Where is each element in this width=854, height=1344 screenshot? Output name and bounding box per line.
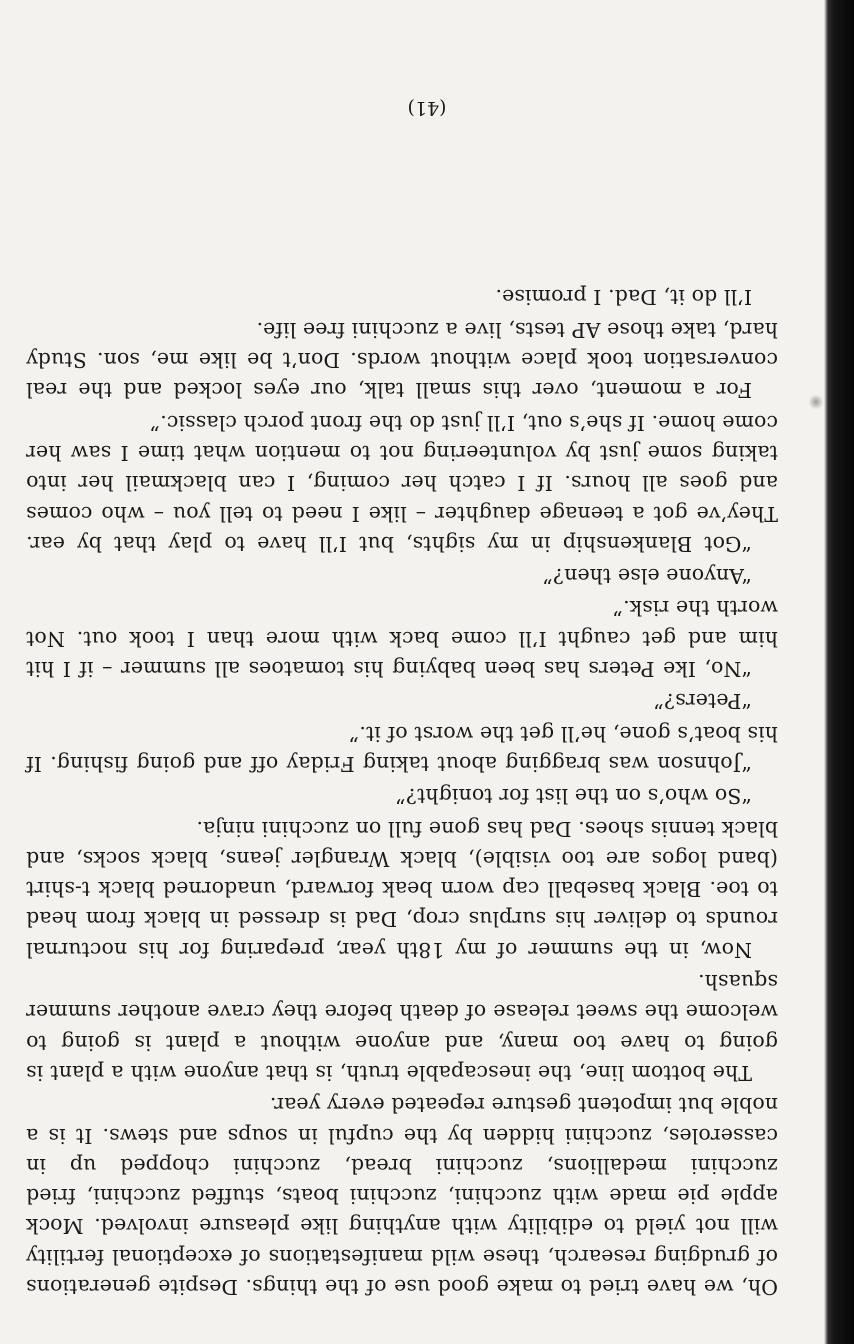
paragraph: “Got Blankenship in my sights, but I’ll have to play that by ear. They’ve got a teenage daughter – like I need to tell you – who comes and goes all hours. If I catch her coming, I can blackmail her into taking some just by volunteering not to mention what time I saw her come home. If she’s out, I’ll just do the front porch classic.” — [26, 410, 778, 556]
paragraph: Oh, we have tried to make good use of the things. Despite generations of grudging research, these wild manifestations of exceptional fertility will not yield to edibility with anything like pleasure involved. Mock apple pie made with zucchini, zucchini boats, stuffed zucchini, fried zucchini medallions, zucchini bread, zucchini chopped up in casseroles, zucchini hidden by the cupful in soups and stews. It is a noble but impotent gesture repeated every year. — [26, 1093, 778, 1299]
paragraph: “Peters?” — [653, 689, 752, 714]
paragraph: “Anyone else then?” — [542, 564, 752, 589]
paragraph: “No, Ike Peters has been babying his tomatoes all summer – if I hit him and get caught I’ll come back with more than I took out. Not worth the risk.” — [26, 596, 778, 682]
body-text — [26, 280, 778, 1302]
book-binding-shadow — [824, 0, 854, 1344]
paragraph: “So who’s on the list for tonight?” — [395, 784, 752, 809]
binding-speck — [808, 395, 824, 409]
paragraph: I’ll do it, Dad. I promise. — [495, 285, 752, 310]
paragraph: The bottom line, the inescapable truth, is that anyone with a plant is going to have too many, and anyone without a plant is going to welcome the sweet release of death before they crave another summer squash. — [26, 970, 778, 1085]
page-number: (41) — [407, 97, 447, 119]
paragraph: Now, in the summer of my 18th year, preparing for his nocturnal rounds to deliver his surplus crop, Dad is dressed in black from head to toe. Black baseball cap worn beak forward, unadorned black t-shirt (band logos are too visible), black Wrangler jeans, black socks, and black tennis shoes. Dad has gone full on zucchini ninja. — [26, 816, 778, 962]
paragraph: “Johnson was bragging about taking Friday off and going fishing. If his boat’s gone, he’ll get the worst of it.” — [26, 721, 778, 776]
paragraph: For a moment, over this small talk, our eyes locked and the real conversation took place without words. Don’t be like me, son. Study hard, take those AP tests, live a zucchini free life. — [26, 317, 778, 403]
